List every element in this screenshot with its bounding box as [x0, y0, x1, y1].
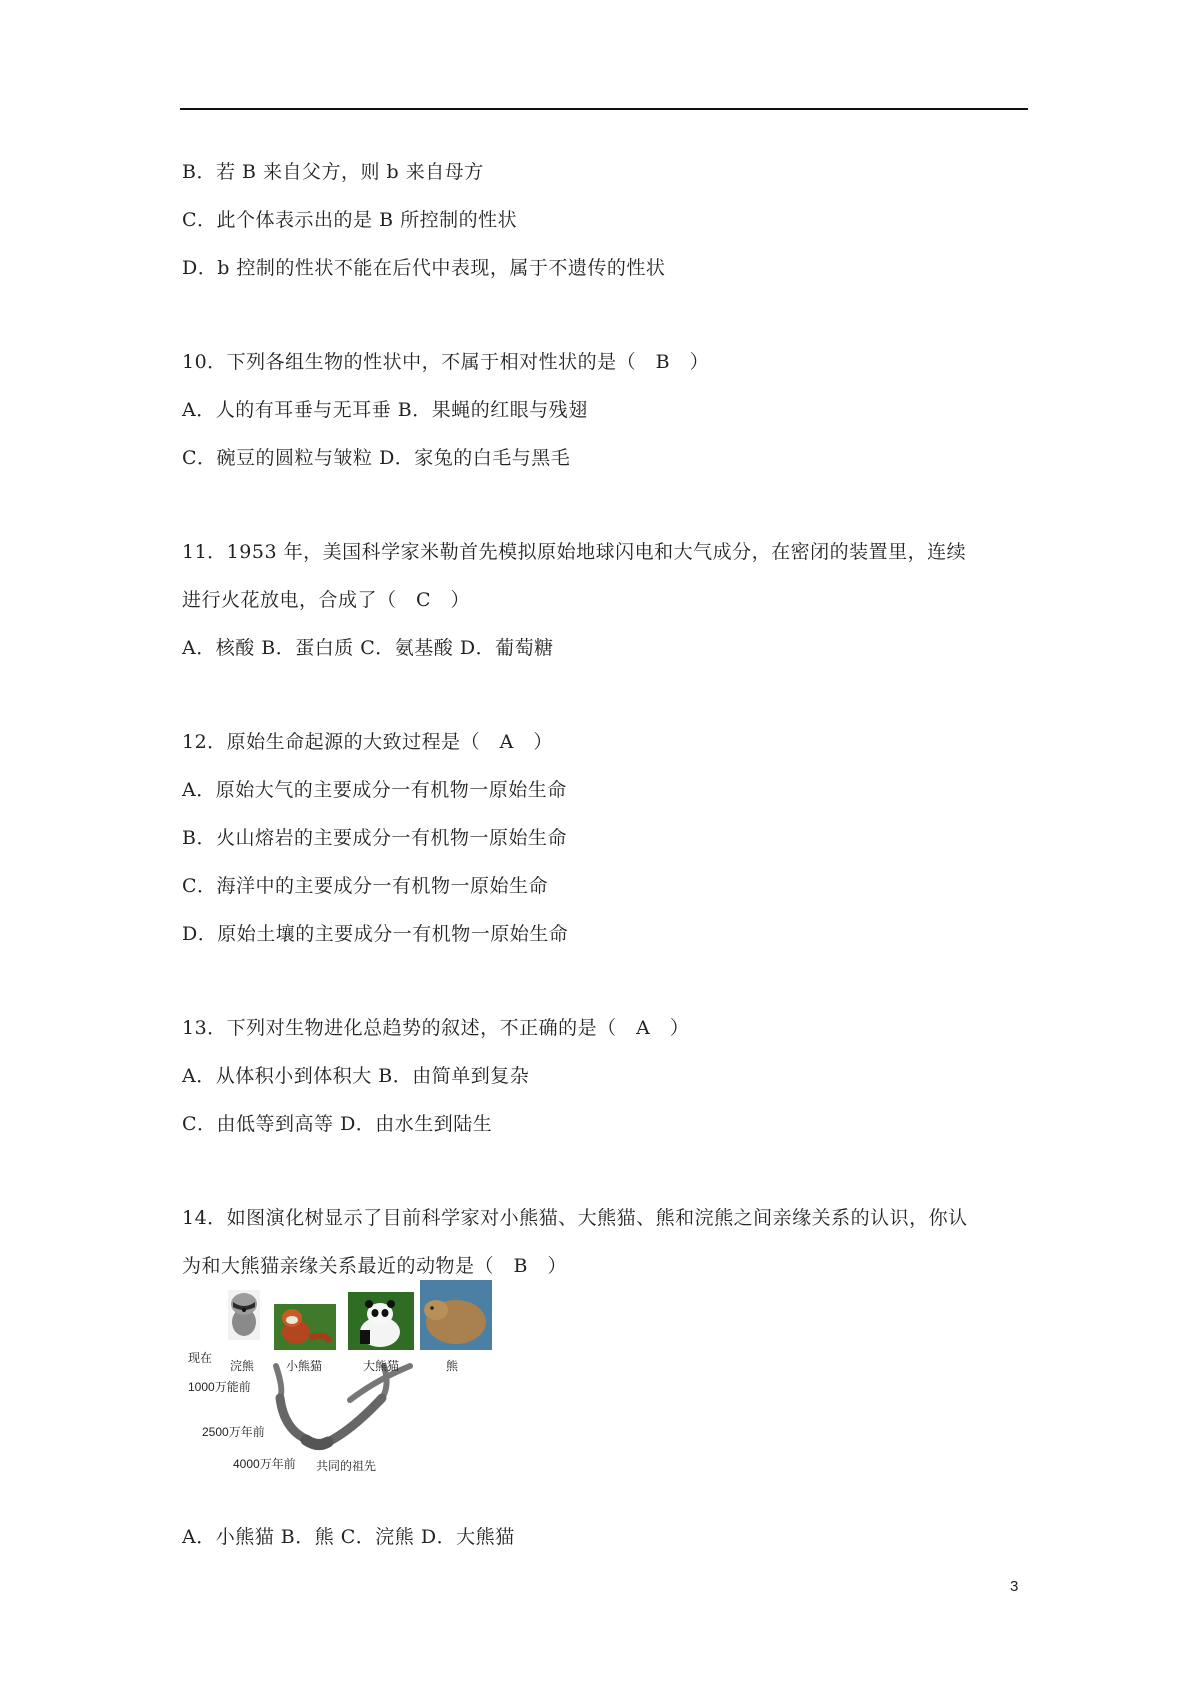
- q9-option-c: C．此个体表示出的是 B 所控制的性状: [182, 209, 518, 231]
- fig-label-red-panda: 小熊猫: [286, 1359, 323, 1373]
- q10-stem: 10．下列各组生物的性状中，不属于相对性状的是（ B ）: [182, 351, 710, 373]
- q12-option-c: C．海洋中的主要成分一有机物一原始生命: [182, 875, 549, 897]
- fig-label-bear: 熊: [446, 1359, 459, 1373]
- q13-options-ab: A．从体积小到体积大 B．由简单到复杂: [182, 1065, 530, 1087]
- q12-option-d: D．原始土壤的主要成分一有机物一原始生命: [182, 923, 569, 945]
- fig-label-giant-panda: 大熊猫: [363, 1359, 400, 1373]
- q10-options-cd: C．碗豆的圆粒与皱粒 D．家兔的白毛与黑毛: [182, 447, 571, 469]
- fig-label-10m: 1000万能前: [188, 1380, 251, 1394]
- q13-options-cd: C．由低等到高等 D．由水生到陆生: [182, 1113, 493, 1135]
- fig-label-raccoon: 浣熊: [230, 1359, 255, 1373]
- q9-option-b: B．若 B 来自父方，则 b 来自母方: [182, 161, 484, 183]
- q9-option-d: D．b 控制的性状不能在后代中表现，属于不遗传的性状: [182, 257, 666, 279]
- giant-panda-photo: [348, 1292, 414, 1350]
- fig-label-common-ancestor: 共同的祖先: [316, 1459, 377, 1472]
- fig-label-25m: 2500万年前: [202, 1425, 265, 1439]
- q14-options: A．小熊猫 B．熊 C．浣熊 D．大熊猫: [182, 1526, 515, 1548]
- q11-stem-line1: 11．1953 年，美国科学家米勒首先模拟原始地球闪电和大气成分，在密闭的装置里，连续: [182, 541, 967, 563]
- red-panda-photo: [274, 1304, 336, 1350]
- q12-option-a: A．原始大气的主要成分一有机物一原始生命: [182, 779, 567, 801]
- q12-stem: 12．原始生命起源的大致过程是（ A ）: [182, 731, 553, 753]
- header-rule: [180, 108, 1028, 110]
- q11-options: A．核酸 B．蛋白质 C．氨基酸 D．葡萄糖: [182, 637, 554, 659]
- page-number: 3: [1010, 1578, 1019, 1595]
- q14-stem-line2: 为和大熊猫亲缘关系最近的动物是（ B ）: [182, 1255, 567, 1277]
- q11-stem-line2: 进行火花放电，合成了（ C ）: [182, 589, 471, 611]
- fig-label-now: 现在: [188, 1351, 213, 1365]
- bear-photo: [420, 1280, 492, 1350]
- raccoon-photo: [228, 1290, 260, 1340]
- q10-options-ab: A．人的有耳垂与无耳垂 B．果蝇的红眼与残翅: [182, 399, 588, 421]
- q13-stem: 13．下列对生物进化总趋势的叙述，不正确的是（ A ）: [182, 1017, 690, 1039]
- q12-option-b: B．火山熔岩的主要成分一有机物一原始生命: [182, 827, 567, 849]
- evolution-tree-figure: [188, 1280, 496, 1472]
- fig-label-40m: 4000万年前: [233, 1457, 296, 1471]
- q14-stem-line1: 14．如图演化树显示了目前科学家对小熊猫、大熊猫、熊和浣熊之间亲缘关系的认识，你认: [182, 1207, 968, 1229]
